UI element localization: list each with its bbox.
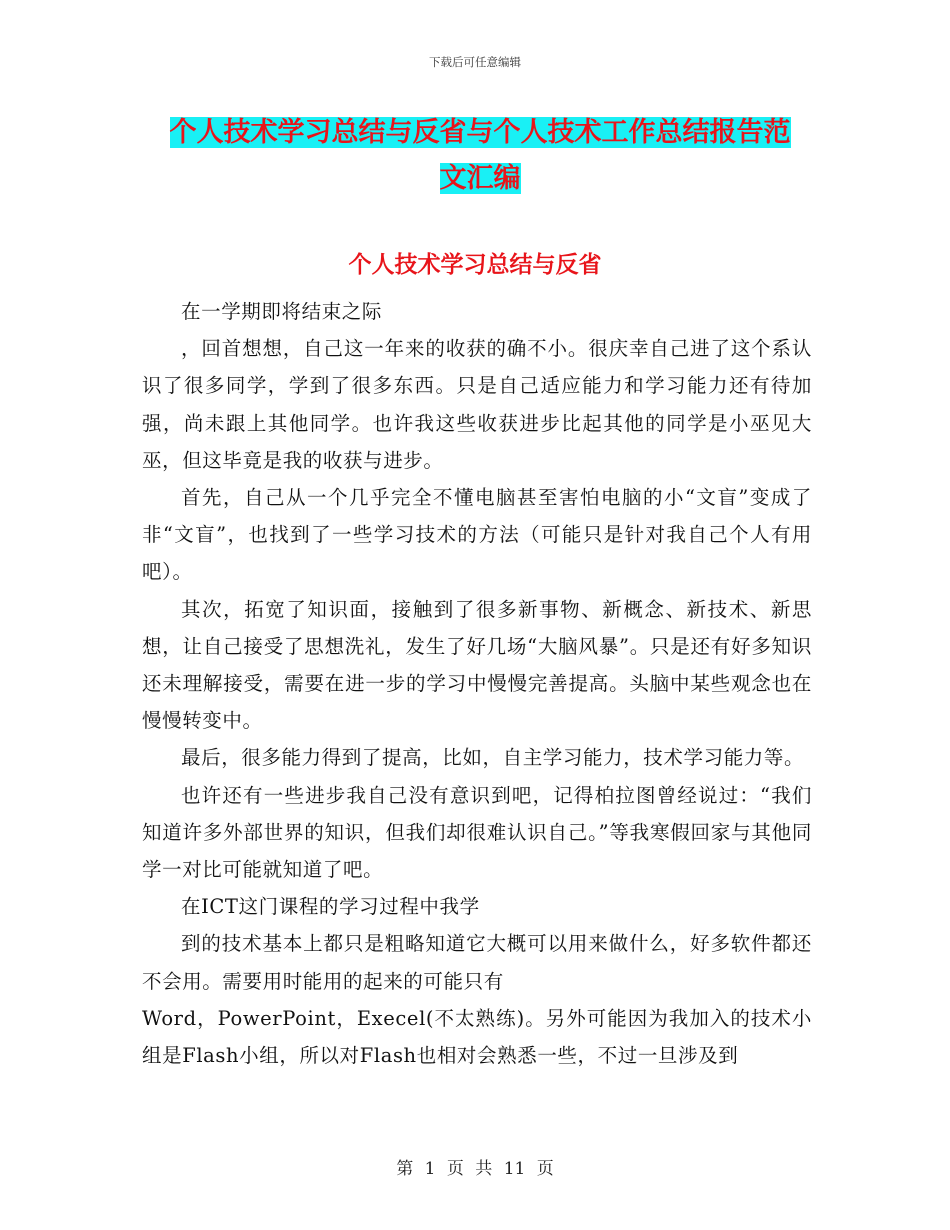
document-title-line2: 文汇编	[439, 163, 521, 194]
paragraph: 也许还有一些进步我自己没有意识到吧，记得柏拉图曾经说过：“我们知道许多外部世界的知识，但我们却很难认识自己。”等我寒假回家与其他同学一对比可能就知道了吧。	[142, 783, 812, 882]
paragraph: 首先，自己从一个几乎完全不懂电脑甚至害怕电脑的小“文盲”变成了非“文盲”，也找到了一些学习技术的方法（可能只是针对我自己个人有用吧）。	[142, 486, 812, 584]
document-title	[140, 110, 820, 202]
page-footer: 第 1 页 共 11 页	[396, 1159, 554, 1179]
paragraph: Word，PowerPoint，Execel(不太熟练)。另外可能因为我加入的技术小组是Flash小组，所以对Flash也相对会熟悉一些，不过一旦涉及到	[142, 1006, 812, 1068]
body-text	[142, 293, 812, 1074]
paragraph: 在一学期即将结束之际	[181, 300, 383, 323]
paragraph: ，回首想想，自己这一年来的收获的确不小。很庆幸自己进了这个系认识了很多同学，学到了很多东西。只是自己适应能力和学习能力还有待加强，尚未跟上其他同学。也许我这些收获进步比起其他的同学是小巫见大巫，但这毕竟是我的收获与进步。	[142, 337, 812, 472]
header-note: 下载后可任意编辑	[429, 55, 521, 69]
paragraph: 最后，很多能力得到了提高，比如，自主学习能力，技术学习能力等。	[181, 746, 805, 770]
document-title-line1: 个人技术学习总结与反省与个人技术工作总结报告范	[169, 117, 791, 148]
paragraph: 在ICT这门课程的学习过程中我学	[181, 895, 480, 919]
paragraph: 其次，拓宽了知识面，接触到了很多新事物、新概念、新技术、新思想，让自己接受了思想洗礼，发生了好几场“大脑风暴”。只是还有好多知识还未理解接受，需要在进一步的学习中慢慢完善提高。头脑中某些观念也在慢慢转变中。	[142, 597, 812, 733]
paragraph: 到的技术基本上都只是粗略知道它大概可以用来做什么，好多软件都还不会用。需要用时能用的起来的可能只有	[142, 932, 812, 993]
section-title: 个人技术学习总结与反省	[348, 251, 602, 278]
